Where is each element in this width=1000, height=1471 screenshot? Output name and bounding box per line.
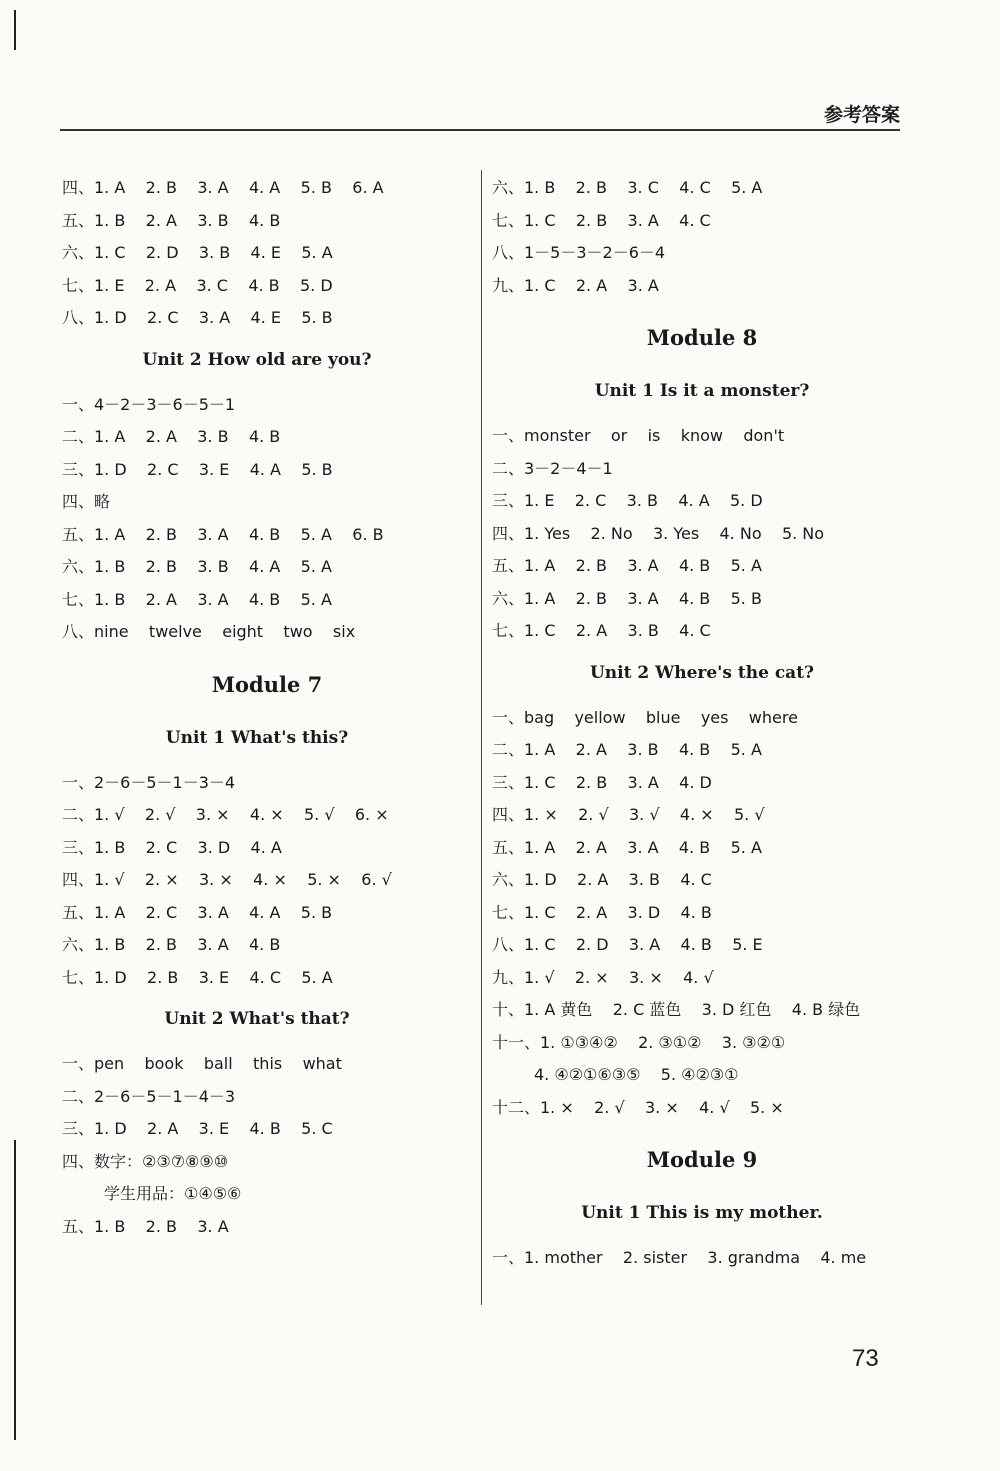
answer-line: 四、1. A 2. B 3. A 4. A 5. B 6. A (62, 178, 384, 197)
answer-line: 二、1. √ 2. √ 3. × 4. × 5. √ 6. × (62, 805, 389, 824)
header-rule (60, 129, 900, 131)
answer-line: 三、1. D 2. A 3. E 4. B 5. C (62, 1119, 333, 1138)
unit-heading: Unit 2 Where's the cat? (589, 662, 815, 683)
answer-line: 一、1. mother 2. sister 3. grandma 4. me (492, 1248, 867, 1267)
unit-heading: Unit 2 What's that? (164, 1009, 350, 1029)
answer-line: 八、1－5－3－2－6－4 (492, 243, 666, 262)
answer-line: 六、1. A 2. B 3. A 4. B 5. B (492, 588, 762, 608)
left-answer-column (62, 172, 472, 1243)
answer-line: 二、3－2－4－1 (492, 458, 613, 478)
answer-line: 六、1. B 2. B 3. C 4. C 5. A (492, 178, 763, 197)
answer-line: 一、pen book ball this what (62, 1054, 342, 1073)
answer-line: 五、1. A 2. B 3. A 4. B 5. A 6. B (62, 524, 384, 544)
answer-line: 四、数字：②③⑦⑧⑨⑩ (62, 1151, 229, 1171)
answer-line: 五、1. B 2. A 3. B 4. B (62, 210, 281, 230)
answer-line: 三、1. D 2. C 3. E 4. A 5. B (62, 459, 333, 479)
answer-line: 一、2－6－5－1－3－4 (62, 772, 236, 792)
unit-heading: Unit 1 What's this? (165, 727, 349, 748)
answer-line: 七、1. D 2. B 3. E 4. C 5. A (62, 967, 333, 987)
answer-line: 一、monster or is know don't (492, 426, 785, 445)
unit-heading: Unit 1 Is it a monster? (594, 381, 810, 401)
margin-mark (14, 1140, 16, 1440)
margin-mark (14, 10, 16, 50)
answer-line: 二、1. A 2. A 3. B 4. B 5. A (492, 740, 762, 759)
answer-line: 六、1. D 2. A 3. B 4. C (492, 870, 712, 889)
answer-line: 九、1. C 2. A 3. A (492, 275, 659, 295)
answer-line: 十、1. A 黄色 2. C 蓝色 3. D 红色 4. B 绿色 (492, 1000, 861, 1019)
answer-line: 九、1. √ 2. × 3. × 4. √ (492, 967, 714, 987)
answer-line: 七、1. C 2. B 3. A 4. C (492, 210, 711, 230)
answer-line: 八、1. D 2. C 3. A 4. E 5. B (62, 308, 333, 327)
answer-line: 二、2－6－5－1－4－3 (62, 1086, 236, 1106)
answer-line: 四、1. Yes 2. No 3. Yes 4. No 5. No (492, 523, 825, 543)
page-number: 73 (852, 1345, 879, 1372)
answer-line: 七、1. C 2. A 3. D 4. B (492, 902, 712, 922)
answer-line: 十一、1. ①③④② 2. ③①② 3. ③②① (492, 1032, 786, 1052)
answer-line: 一、bag yellow blue yes where (492, 707, 798, 727)
answer-line: 五、1. A 2. A 3. A 4. B 5. A (492, 837, 762, 857)
answer-line: 十二、1. × 2. √ 3. × 4. √ 5. × (492, 1097, 784, 1117)
answer-line: 七、1. E 2. A 3. C 4. B 5. D (62, 275, 333, 295)
answer-line: 三、1. E 2. C 3. B 4. A 5. D (492, 491, 763, 510)
answer-line: 二、1. A 2. A 3. B 4. B (62, 427, 281, 446)
answer-line: 五、1. A 2. B 3. A 4. B 5. A (492, 556, 762, 575)
answer-line: 4. ④②①⑥③⑤ 5. ④②③① (534, 1065, 739, 1084)
module-heading: Module 7 (211, 671, 323, 697)
answer-line: 八、1. C 2. D 3. A 4. B 5. E (492, 935, 763, 954)
answer-line: 七、1. B 2. A 3. A 4. B 5. A (62, 589, 332, 609)
answer-line: 一、4－2－3－6－5－1 (62, 394, 236, 414)
answer-line: 三、1. B 2. C 3. D 4. A (62, 837, 282, 857)
answer-line: 七、1. C 2. A 3. B 4. C (492, 621, 711, 640)
answer-line: 四、1. √ 2. × 3. × 4. × 5. × 6. √ (62, 870, 392, 889)
answer-line: 四、1. × 2. √ 3. √ 4. × 5. √ (492, 805, 765, 824)
answer-line: 六、1. C 2. D 3. B 4. E 5. A (62, 243, 333, 262)
answer-line: 八、nine twelve eight two six (62, 622, 356, 641)
module-heading: Module 8 (646, 325, 758, 350)
page-header-title: 参考答案 (823, 104, 900, 126)
answer-line: 五、1. B 2. B 3. A (62, 1216, 229, 1236)
answer-line: 四、略 (62, 492, 111, 511)
answer-line: 六、1. B 2. B 3. B 4. A 5. A (62, 557, 332, 576)
answer-line: 五、1. A 2. C 3. A 4. A 5. B (62, 902, 333, 922)
answer-line: 三、1. C 2. B 3. A 4. D (492, 772, 712, 792)
answer-line: 六、1. B 2. B 3. A 4. B (62, 935, 281, 954)
right-answer-column (492, 172, 912, 1275)
column-divider (481, 170, 482, 1305)
answer-line: 学生用品：①④⑤⑥ (104, 1184, 242, 1203)
module-heading: Module 9 (646, 1147, 758, 1172)
unit-heading: Unit 2 How old are you? (142, 349, 372, 370)
unit-heading: Unit 1 This is my mother. (581, 1203, 823, 1223)
